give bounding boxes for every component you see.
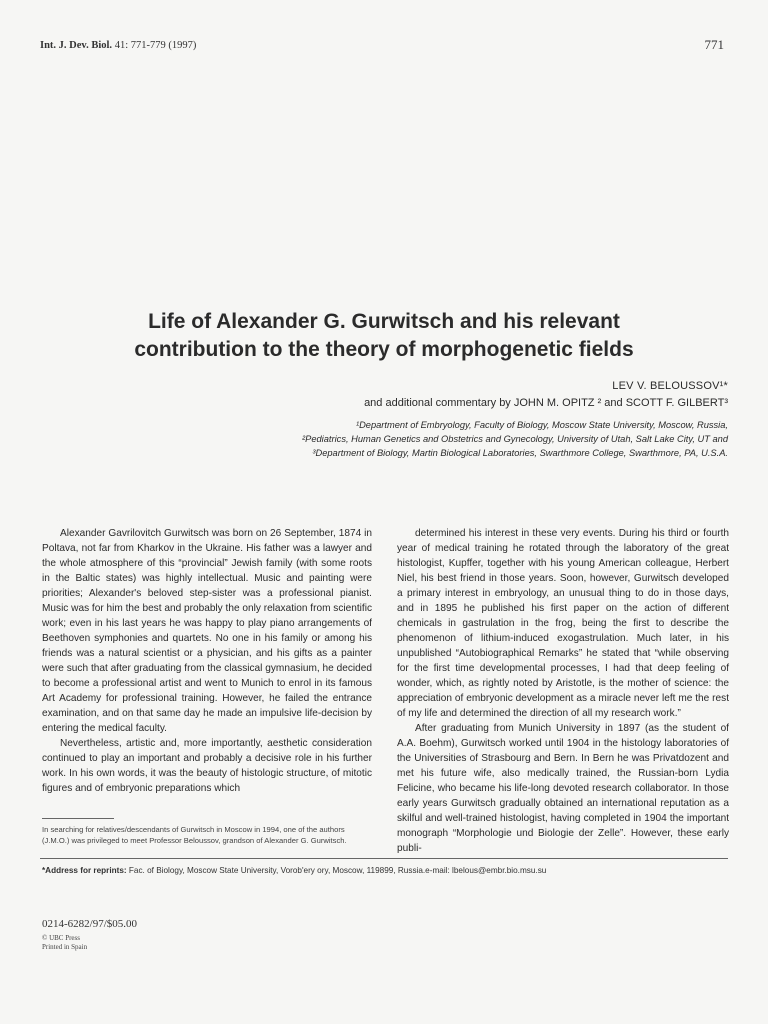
press-name: © UBC Press [42, 934, 80, 942]
journal-citation: 41: 771-779 (1997) [112, 40, 197, 51]
body-column-left [42, 526, 372, 796]
reprint-divider [40, 858, 728, 859]
main-author: LEV V. BELOUSSOV¹* [612, 380, 728, 392]
page-number: 771 [704, 37, 724, 52]
journal-name: Int. J. Dev. Biol. [40, 40, 113, 51]
commentary-authors: and additional commentary by JOHN M. OPITZ ² and SCOTT F. GILBERT³ [364, 397, 728, 409]
footnote-divider [42, 818, 114, 819]
title-line-1: Life of Alexander G. Gurwitsch and his relevant [148, 310, 620, 333]
affiliation-1: ¹Department of Embryology, Faculty of Biology, Moscow State University, Moscow, Russia, [355, 420, 728, 430]
body-paragraph: determined his interest in these very events. During his third or fourth year of medical training he rotated through the laboratory of the great histologist, Kupffer, together with his young American colleague, Herbert Niel, his best friend in those years. Soon, however, Gurwitsch developed a primary interest in embryology, an unusual thing to do in those days, and in 1895 he published his first paper on the action of different chemicals in gastrulation in the frog, being the first to describe the phenomenon of lithium-induced exogastrulation. Much later, in his unpublished “Autobiographical Remarks” he stated that “while observing for the first time developmental processes, I had that deep feeling of wonder, which, as rightly noted by Aristotle, is the mother of science: the appreciation of embryonic development as a miracle never left me the rest of my life and determined the direction of all my research work.” [397, 528, 729, 719]
body-paragraph: Nevertheless, artistic and, more importantly, aesthetic consideration continued to play an important and probably a decisive role in his further work. In his own words, it was the beauty of histologic structure, of mitotic figures and of embryonic preparations which [42, 738, 372, 794]
body-column-right [397, 526, 729, 856]
affiliations [168, 418, 728, 460]
printed-in: Printed in Spain [42, 943, 88, 951]
affiliation-3: ³Department of Biology, Martin Biological Laboratories, Swarthmore College, Swarthmore, PA, U.S.A. [312, 448, 728, 458]
reprint-text: Fac. of Biology, Moscow State University, Vorob'ery ory, Moscow, 119899, Russia.e-mail: lbelous@embr.bio.msu.su [126, 866, 547, 875]
body-paragraph: After graduating from Munich University in 1897 (as the student of A.A. Boehm), Gurwitsch worked until 1904 in the histology laboratories of the Universities of Strasbourg and Bern. In Bern he was Privatdozent and met his future wife, also medically trained, the Russian-born Lydia Felicine, who became his life-long devoted research collaborator. In those early years Gurwitsch gradually obtained an international reputation as a skilful and well-trained histologist, having completed in 1904 the important monograph “Morphologie und Biologie der Zelle”. However, these early publi- [397, 723, 729, 854]
title-line-2: contribution to the theory of morphogenetic fields [134, 338, 634, 361]
imprint [42, 934, 87, 952]
publication-code: 0214-6282/97/$05.00 [42, 918, 138, 930]
article-title [40, 308, 728, 364]
footnote: In searching for relatives/descendants of Gurwitsch in Moscow in 1994, one of the authors (J.M.O.) was privileged to meet Professor Beloussov, grandson of Alexander G. Gurwitsch. [42, 825, 347, 845]
reprint-label: *Address for reprints: [42, 866, 127, 875]
body-paragraph: Alexander Gavrilovitch Gurwitsch was born on 26 September, 1874 in Poltava, not far from Kharkov in the Ukraine. His father was a lawyer and the whole atmosphere of this “provincial” Jewish family (with some roots in the Baltic states) was highly intellectual. Music and painting were priorities; Alexander's beloved step-sister was a professional pianist. Music was for him the best and probably the only relaxation from scientific work; even in his last years he was happy to play piano arrangements of Beethoven symphonies and quartets. No one in his family or among his friends was a natural scientist or a physician, and his gifts as a painter were such that after graduating from the classical gymnasium, he decided to become a professional artist and went to Munich to enrol in its famous Art Academy for professional training. However, he failed the entrance examination, and on that same day he made an impulsive life-decision by entering the medical faculty. [42, 528, 372, 734]
running-head [40, 40, 196, 51]
reprint-address [42, 866, 728, 875]
affiliation-2: ²Pediatrics, Human Genetics and Obstetrics and Gynecology, University of Utah, Salt Lake City, UT and [302, 434, 728, 444]
